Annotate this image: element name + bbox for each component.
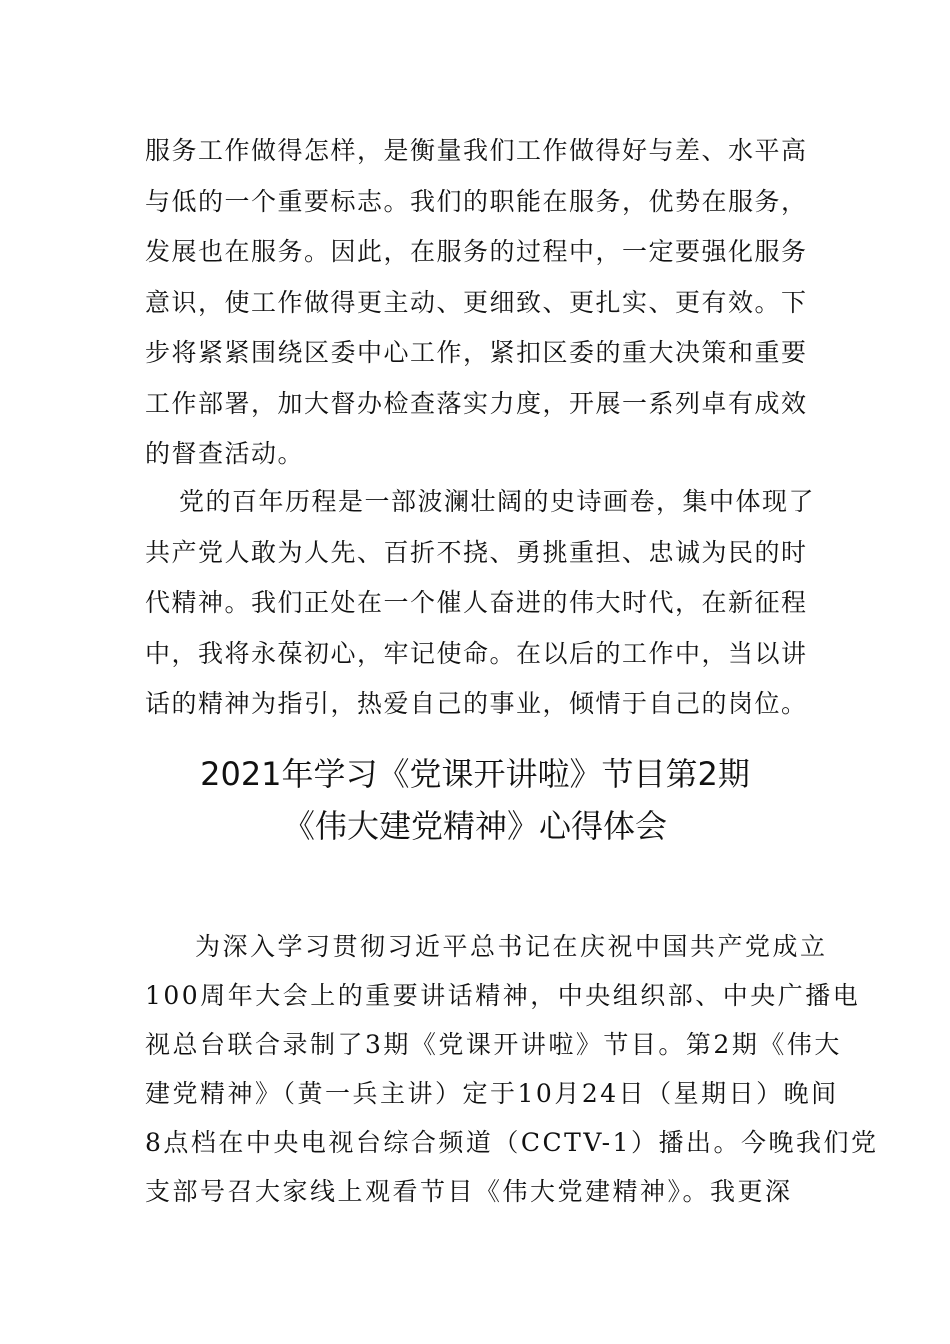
text-line: 的督查活动。 bbox=[145, 439, 305, 468]
text-line: 共产党人敢为人先、百折不挠、勇挑重担、忠诚为民的时 bbox=[145, 537, 808, 567]
section-title bbox=[0, 748, 950, 852]
paragraph-program-intro bbox=[145, 922, 879, 1216]
text-line: 步将紧紧围绕区委中心工作，紧扣区委的重大决策和重要 bbox=[145, 338, 808, 367]
text-line: 8点档在中央电视台综合频道（CCTV-1）播出。今晚我们党 bbox=[145, 1128, 879, 1157]
text-line: 中，我将永葆初心，牢记使命。在以后的工作中，当以讲 bbox=[145, 638, 808, 668]
text-line: 支部号召大家线上观看节目《伟大党建精神》。我更深 bbox=[145, 1177, 793, 1206]
paragraph-party-history bbox=[145, 477, 816, 730]
text-line: 建党精神》（黄一兵主讲）定于10月24日（星期日）晚间 bbox=[145, 1079, 839, 1108]
text-line: 工作部署，加大督办检查落实力度，开展一系列卓有成效 bbox=[145, 388, 808, 418]
text-line: 100周年大会上的重要讲话精神，中央组织部、中央广播电 bbox=[145, 981, 861, 1010]
section-title-line-1: 2021年学习《党课开讲啦》节目第2期 bbox=[200, 755, 750, 793]
text-line: 代精神。我们正处在一个催人奋进的伟大时代，在新征程 bbox=[145, 588, 808, 617]
section-title-line-2: 《伟大建党精神》心得体会 bbox=[282, 807, 667, 845]
text-line: 话的精神为指引，热爱自己的事业，倾情于自己的岗位。 bbox=[145, 689, 808, 718]
text-line: 视总台联合录制了3期《党课开讲啦》节目。第2期《伟大 bbox=[145, 1030, 842, 1059]
text-line: 服务工作做得怎样，是衡量我们工作做得好与差、水平高 bbox=[145, 136, 808, 165]
text-line: 意识，使工作做得更主动、更细致、更扎实、更有效。下 bbox=[145, 287, 808, 317]
paragraph-service-work bbox=[145, 126, 810, 480]
text-line: 与低的一个重要标志。我们的职能在服务，优势在服务， bbox=[145, 186, 808, 216]
text-line: 党的百年历程是一部波澜壮阔的史诗画卷，集中体现了 bbox=[179, 487, 816, 516]
text-line: 发展也在服务。因此，在服务的过程中，一定要强化服务 bbox=[145, 237, 808, 266]
text-line: 为深入学习贯彻习近平总书记在庆祝中国共产党成立 bbox=[195, 932, 828, 961]
